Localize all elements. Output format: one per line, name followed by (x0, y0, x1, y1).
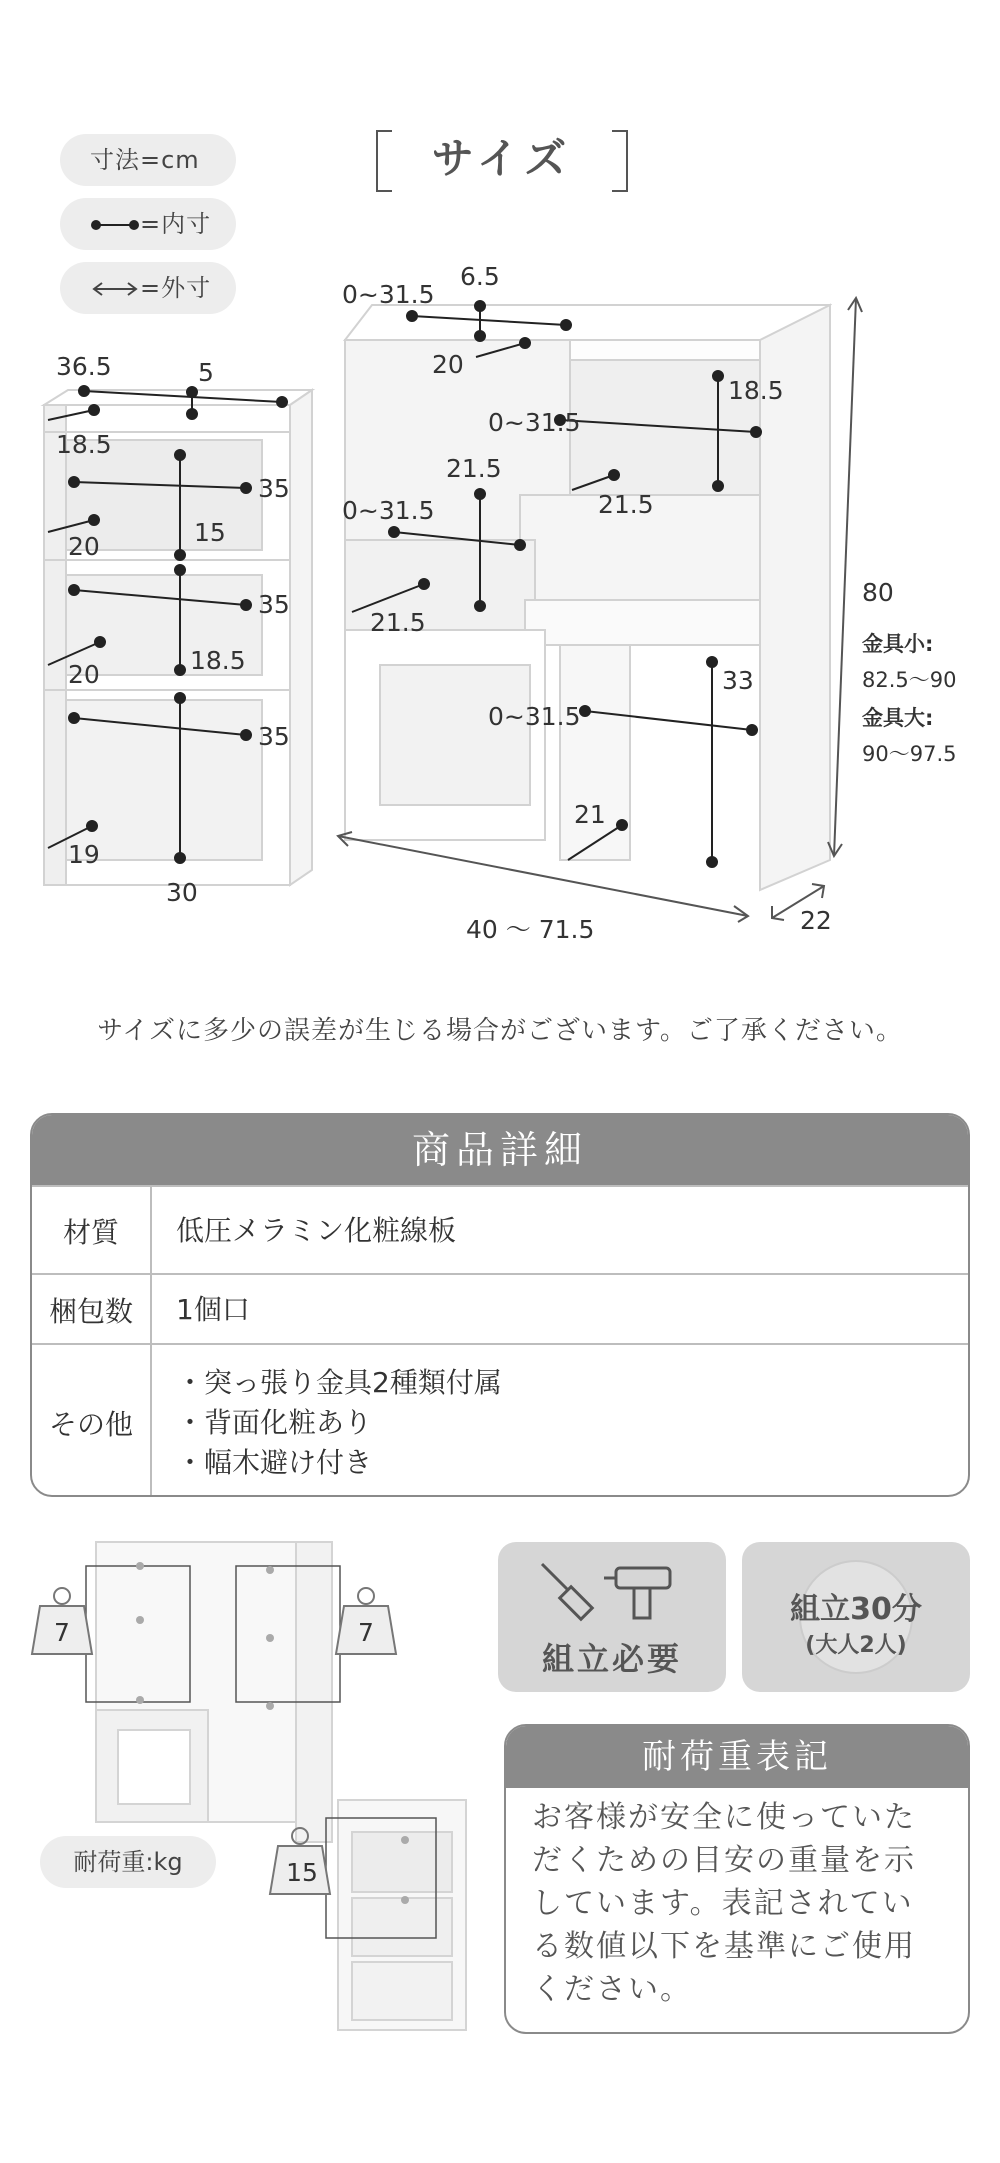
legend-units: 寸法=cm (60, 134, 236, 186)
legend-outer: =外寸 (60, 262, 236, 314)
assembly-required-card (498, 1542, 726, 1692)
dim-small-height-3: 30 (166, 878, 198, 907)
row-value: ・突っ張り金具2種類付属 (176, 1366, 502, 1399)
dim-small-inner-1: 35 (258, 474, 290, 503)
hardware-large-label: 金具大: (862, 706, 934, 730)
product-details-title: 商品詳細 (32, 1115, 968, 1185)
dim-large-depth-2: 21.5 (598, 490, 654, 519)
dim-large-height: 80 (862, 578, 894, 607)
dim-large-height-3: 33 (722, 666, 754, 695)
row-value: 低圧メラミン化粧線板 (176, 1214, 457, 1247)
weight-right-value: 7 (358, 1618, 374, 1647)
dim-small-width: 36.5 (56, 352, 112, 381)
dim-large-height-2: 21.5 (446, 454, 502, 483)
load-unit-label: 耐荷重:kg (40, 1836, 216, 1888)
legend-inner: =内寸 (60, 198, 236, 250)
dim-large-height-1: 18.5 (728, 376, 784, 405)
dim-small-inner-2: 35 (258, 590, 290, 619)
dim-large-depth-1: 20 (432, 350, 464, 379)
screwdriver-drill-icon (534, 1558, 690, 1622)
dim-small-depth-1: 18.5 (56, 430, 112, 459)
row-key: 材質 (32, 1187, 152, 1275)
dim-large-depth-3: 21.5 (370, 608, 426, 637)
assembly-people-text: (大人2人) (805, 1633, 907, 1658)
row-value: ・幅木避け付き (176, 1446, 373, 1479)
dim-small-inner-3: 35 (258, 722, 290, 751)
load-notice-title: 耐荷重表記 (506, 1726, 968, 1788)
size-tolerance-note: サイズに多少の誤差が生じる場合がございます。ご了承ください。 (97, 1016, 903, 1046)
hardware-large-range: 90〜97.5 (862, 742, 957, 766)
load-notice-body: お客様が安全に使っていただくための目安の重量を示しています。表記されている数値以下を基準にご使用ください。 (532, 1800, 916, 2007)
small-shelf-illustration (44, 390, 312, 885)
row-key: その他 (32, 1345, 152, 1497)
dim-large-range-1: 0~31.5 (342, 280, 435, 309)
dim-small-height-2: 18.5 (190, 646, 246, 675)
row-value: 1個口 (176, 1293, 250, 1326)
assembly-time-card (742, 1542, 970, 1692)
dim-small-depth-2: 20 (68, 532, 100, 561)
dim-large-rail: 6.5 (460, 262, 500, 291)
dim-large-depth-4: 21 (574, 800, 606, 829)
hardware-small-label: 金具小: (862, 632, 934, 656)
dim-large-width: 40 〜 71.5 (466, 915, 595, 944)
product-details-table (30, 1113, 970, 1497)
weight-left-value: 7 (54, 1618, 70, 1647)
table-row (32, 1343, 968, 1497)
weight-small-value: 15 (286, 1858, 318, 1887)
assembly-required-text: 組立必要 (541, 1640, 682, 1678)
dim-small-depth-4: 19 (68, 840, 100, 869)
assembly-time-text: 組立30分 (790, 1592, 922, 1627)
load-notice-box (504, 1724, 970, 2034)
row-value: ・背面化粧あり (176, 1406, 373, 1439)
load-capacity-illustration (0, 1520, 500, 2040)
dim-large-range-2: 0~31.5 (488, 408, 581, 437)
row-key: 梱包数 (32, 1275, 152, 1345)
table-row (32, 1185, 968, 1275)
dim-large-range-4: 0~31.5 (488, 702, 581, 731)
dim-small-height-1: 15 (194, 518, 226, 547)
dim-small-depth-3: 20 (68, 660, 100, 689)
table-row (32, 1273, 968, 1345)
dim-large-depth: 22 (800, 906, 832, 935)
dim-large-range-3: 0~31.5 (342, 496, 435, 525)
dim-small-top-rail: 5 (198, 358, 214, 387)
hardware-small-range: 82.5〜90 (862, 668, 957, 692)
section-title: サイズ (376, 130, 628, 188)
